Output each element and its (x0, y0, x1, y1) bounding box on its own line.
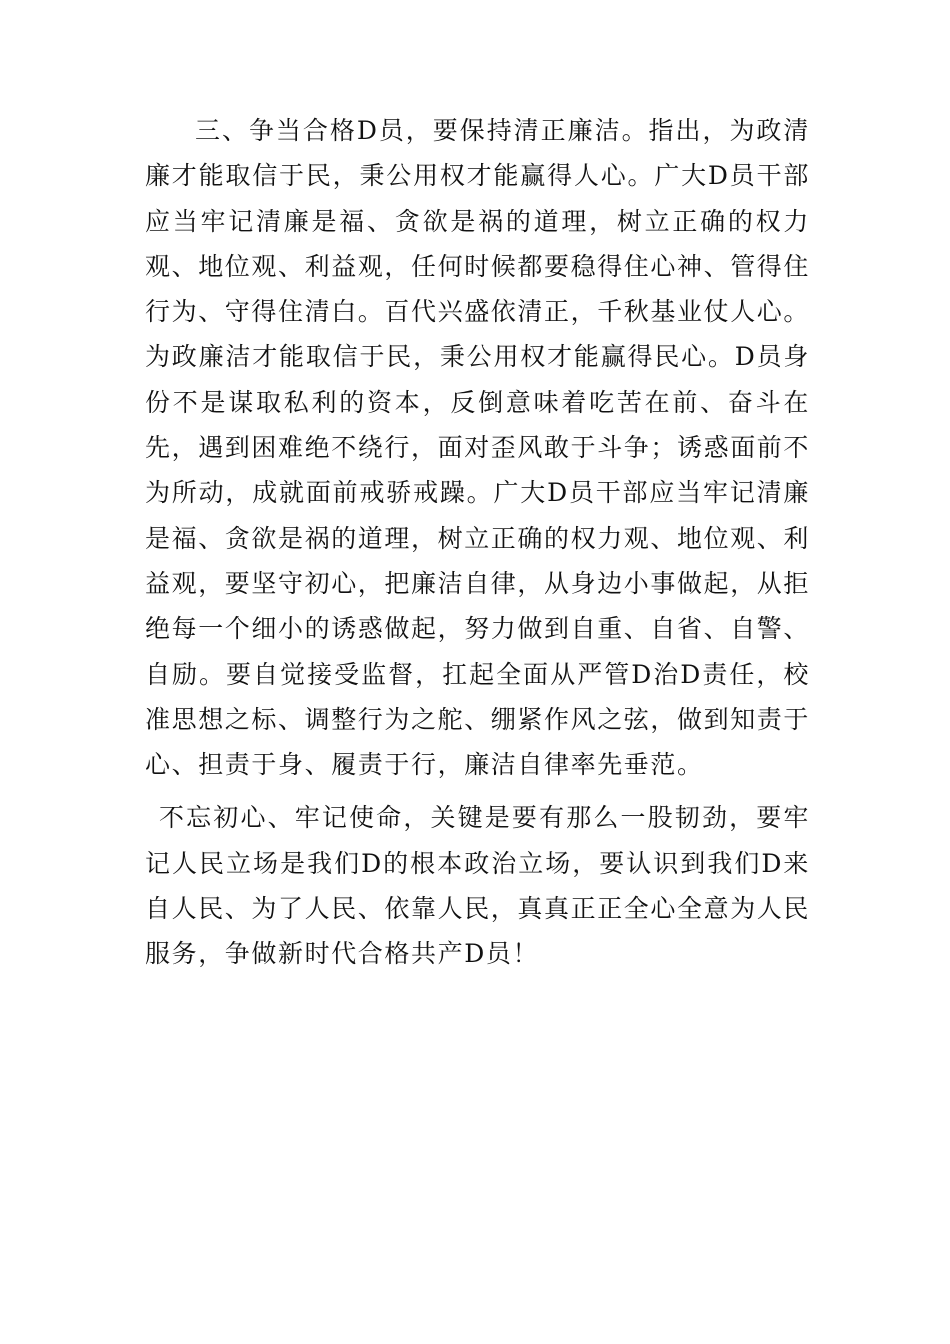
document-body (145, 108, 810, 977)
paragraph-conclusion: 不忘初心、牢记使命，关键是要有那么一股韧劲，要牢记人民立场是我们D的根本政治立场，要认识到我们D来自人民、为了人民、依靠人民，真真正正全心全意为人民服务，争做新时代合格共产D员！ (145, 803, 811, 969)
paragraph-integrity: 三、争当合格D员，要保持清正廉洁。指出，为政清廉才能取信于民，秉公用权才能赢得人心。广大D员干部应当牢记清廉是福、贪欲是祸的道理，树立正确的权力观、地位观、利益观，任何时候都要稳得住心神、管得住行为、守得住清白。百代兴盛依清正，千秋基业仗人心。为政廉洁才能取信于民，秉公用权才能赢得民心。D员身份不是谋取私利的资本，反倒意味着吃苦在前、奋斗在先，遇到困难绝不绕行，面对歪风敢于斗争；诱惑面前不为所动，成就面前戒骄戒躁。广大D员干部应当牢记清廉是福、贪欲是祸的道理，树立正确的权力观、地位观、利益观，要坚守初心，把廉洁自律，从身边小事做起，从拒绝每一个细小的诱惑做起，努力做到自重、自省、自警、自励。要自觉接受监督，扛起全面从严管D治D责任，校准思想之标、调整行为之舵、绷紧作风之弦，做到知责于心、担责于身、履责于行，廉洁自律率先垂范。 (145, 116, 811, 780)
